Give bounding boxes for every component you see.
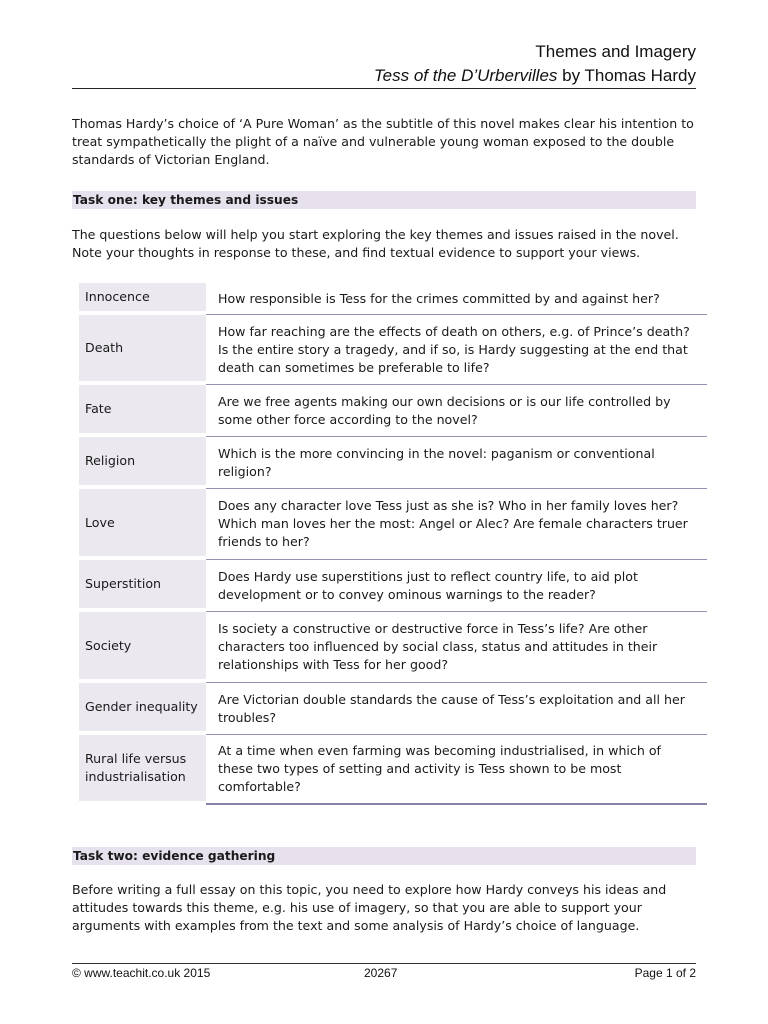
theme-label: Religion (79, 437, 206, 489)
table-row (79, 437, 707, 489)
footer-page-number: Page 1 of 2 (634, 966, 696, 980)
theme-question: Are Victorian double standards the cause of Tess’s exploitation and all her troubles? (206, 683, 707, 735)
theme-label: Love (79, 489, 206, 560)
theme-question: At a time when even farming was becoming industrialised, in which of these two types of setting and activity is Tess shown to be most comfortable? (206, 735, 707, 805)
table-row (79, 385, 707, 437)
page-subtitle (56, 64, 696, 88)
theme-question: How far reaching are the effects of death on others, e.g. of Prince’s death? Is the entire story a tragedy, and if so, is Hardy suggesting at the end that death can sometimes be preferable to life? (206, 315, 707, 385)
intro-paragraph: Thomas Hardy’s choice of ‘A Pure Woman’ as the subtitle of this novel makes clear his intention to treat sympathetically the plight of a naïve and vulnerable young woman exposed to the double standards of Victorian England. (72, 116, 694, 167)
table-row (79, 489, 707, 560)
themes-table (79, 283, 707, 805)
table-row (79, 315, 707, 385)
theme-question: Which is the more convincing in the novel: paganism or conventional religion? (206, 437, 707, 489)
footer-divider (72, 963, 696, 964)
theme-label: Gender inequality (79, 683, 206, 735)
task-two-heading: Task two: evidence gathering (72, 847, 696, 865)
theme-label: Fate (79, 385, 206, 437)
theme-label: Innocence (79, 283, 206, 315)
footer-copyright: © www.teachit.co.uk 2015 (72, 966, 211, 980)
table-row (79, 560, 707, 612)
theme-label: Death (79, 315, 206, 385)
table-row (79, 683, 707, 735)
footer-resource-code: 20267 (364, 966, 398, 980)
theme-label: Rural life versus industrialisation (79, 735, 206, 805)
author-line: by Thomas Hardy (557, 66, 696, 85)
theme-question: How responsible is Tess for the crimes committed by and against her? (206, 283, 707, 315)
table-row (79, 735, 707, 805)
page-header (56, 40, 696, 88)
task-two-text: Before writing a full essay on this topic, you need to explore how Hardy conveys his ideas and attitudes towards this theme, e.g. his use of imagery, so that you are able to support your arguments with examples from the text and some analysis of Hardy’s choice of language. (72, 882, 667, 933)
task-one-heading: Task one: key themes and issues (72, 191, 696, 209)
header-divider (72, 88, 696, 89)
table-row (79, 612, 707, 683)
theme-label: Society (79, 612, 206, 683)
task-one-text: The questions below will help you start exploring the key themes and issues raised in the novel. Note your thoughts in response to these, and find textual evidence to support your views. (72, 227, 679, 260)
theme-question: Are we free agents making our own decisions or is our life controlled by some other force according to the novel? (206, 385, 707, 437)
table-row (79, 283, 707, 315)
theme-question: Does any character love Tess just as she is? Who in her family loves her? Which man loves her the most: Angel or Alec? Are female characters truer friends to her? (206, 489, 707, 560)
theme-question: Is society a constructive or destructive force in Tess’s life? Are other characters too influenced by social class, status and attitudes in their relationships with Tess for her good? (206, 612, 707, 683)
page-title: Themes and Imagery (535, 42, 696, 61)
novel-title: Tess of the D’Urbervilles (373, 66, 558, 85)
theme-question: Does Hardy use superstitions just to reflect country life, to aid plot development or to convey ominous warnings to the reader? (206, 560, 707, 612)
theme-label: Superstition (79, 560, 206, 612)
